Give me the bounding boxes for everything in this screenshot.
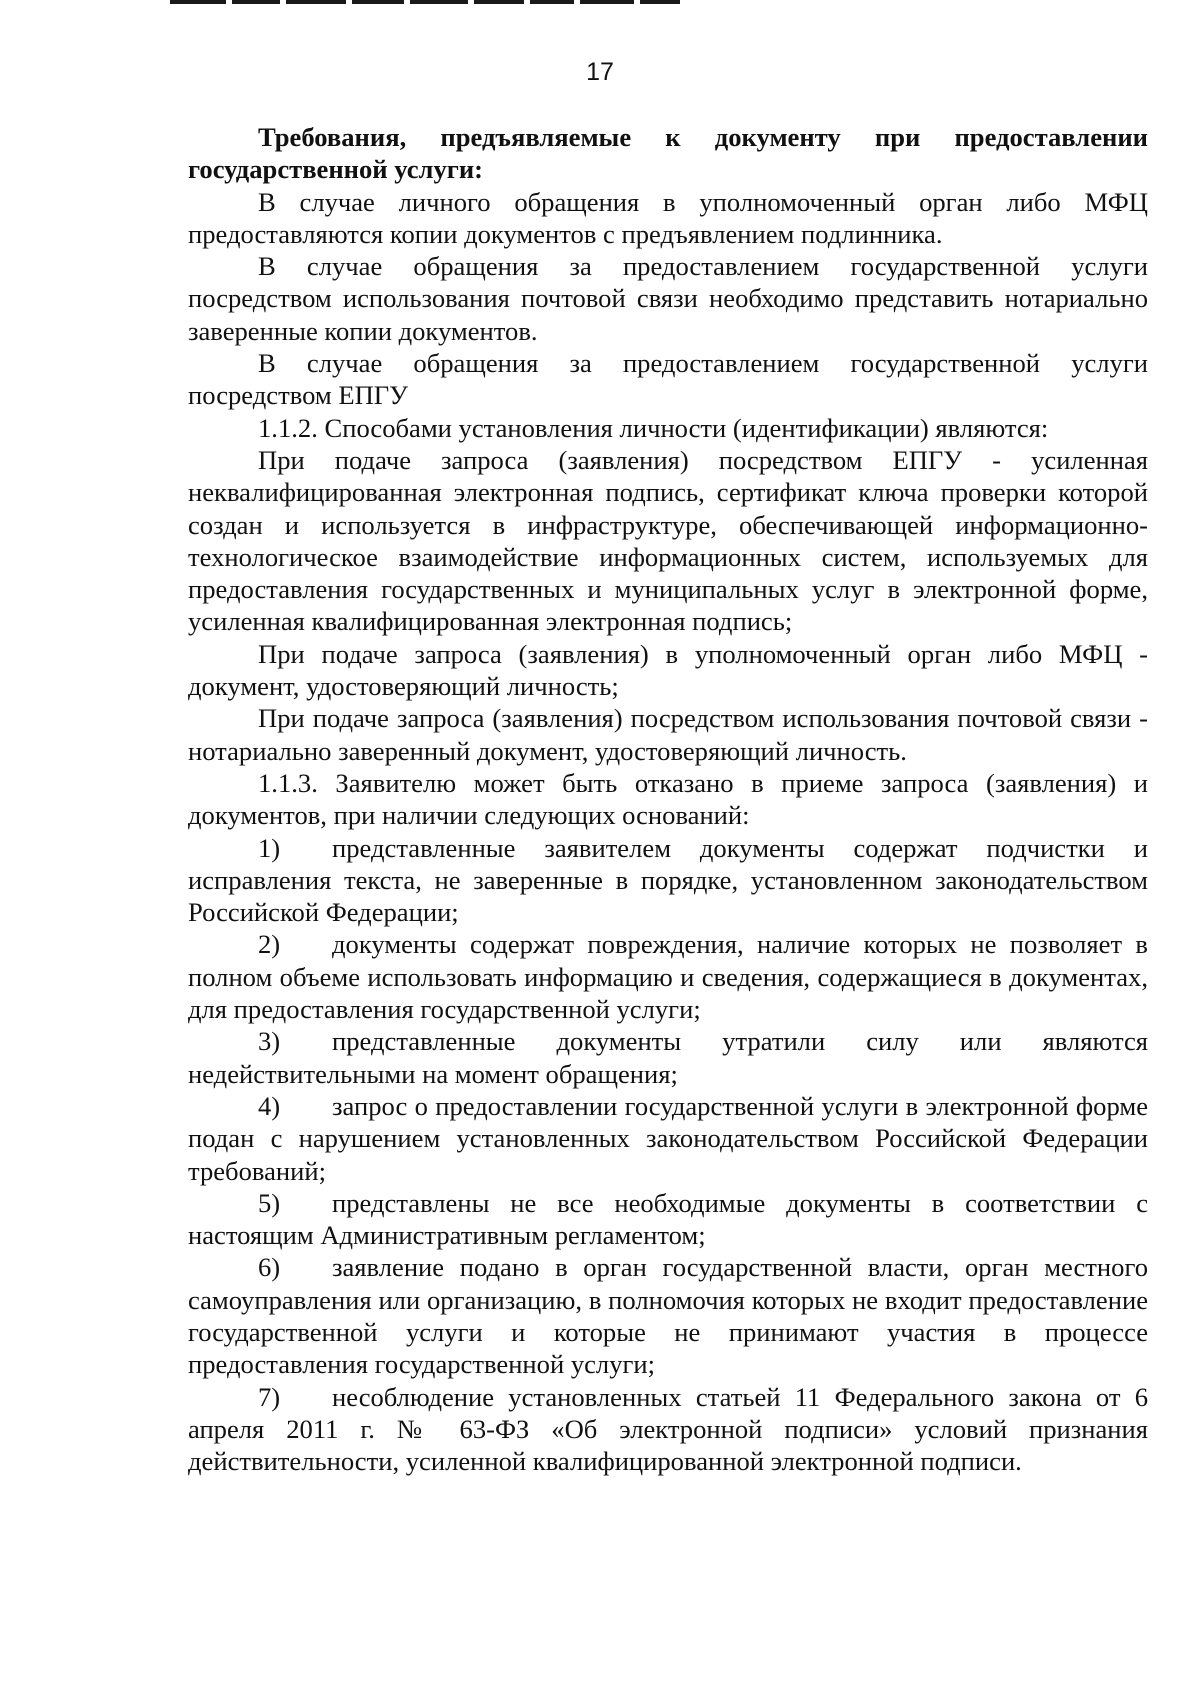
list-item-text: представленные заявителем документы содержат подчистки и исправления текста, не заверенные в порядке, установленном законодательством Российской Федерации; [188,832,1148,928]
page-number: 17 [586,58,614,86]
list-item-number: 6) [258,1252,281,1283]
list-item-number: 7) [258,1381,281,1412]
list-item-number: 3) [258,1026,281,1057]
list-item-text: представленные документы утратили силу или являются недействительными на момент обращения; [188,1026,1148,1089]
list-item-text: несоблюдение установленных статьей 11 Федерального закона от 6 апреля 2011 г. № 63-ФЗ «Об электронной подписи» условий признания действительности, усиленной квалифицированной электронной подписи. [188,1381,1148,1477]
section-1-1-2: 1.1.2. Способами установления личности (идентификации) являются: [258,412,1049,443]
list-item [188,1251,1148,1380]
list-item [188,928,1148,1025]
list-item-number: 5) [258,1187,281,1218]
section-1-1-3: 1.1.3. Заявителю может быть отказано в приеме запроса (заявления) и документов, при наличии следующих оснований: [188,767,1148,831]
list-item-text: заявление подано в орган государственной власти, орган местного самоуправления или организацию, в полномочия которых не входит предоставление государственной услуги и которые не принимают участия в процессе предоставления государственной услуги; [188,1252,1148,1380]
paragraph-epgu: В случае обращения за предоставлением государственной услуги посредством ЕПГУ [188,348,1148,411]
list-item-number: 2) [258,929,281,960]
list-item [188,832,1148,929]
list-item-number: 1) [258,832,281,863]
list-item [188,1090,1148,1187]
paragraph-epgu-signature: При подаче запроса (заявления) посредством ЕПГУ - усиленная неквалифицированная электронная подпись, сертификат ключа проверки которой создан и используется в инфраструктуре, обеспечивающей информационно-технологическое взаимодействие информационных систем, используемых для предоставления государственных и муниципальных услуг в электронной форме, усиленная квалифицированная электронная подпись; [188,444,1148,637]
paragraph-personal-visit: В случае личного обращения в уполномоченный орган либо МФЦ предоставляются копии документов с предъявлением подлинника. [188,186,1148,249]
requirements-heading: Требования, предъявляемые к документу при предоставлении государственной услуги: [188,122,1148,185]
scan-edge-marks [170,0,810,4]
paragraph-mfc-document: При подаче запроса (заявления) в уполномоченный орган либо МФЦ - документ, удостоверяющий личность; [188,638,1148,702]
list-item [188,1187,1148,1252]
list-item-text: представлены не все необходимые документы в соответствии с настоящим Административным регламентом; [188,1187,1148,1251]
list-item-number: 4) [258,1090,281,1121]
list-item-text: запрос о предоставлении государственной услуги в электронной форме подан с нарушением установленных законодательством Российской Федерации требований; [188,1090,1148,1186]
list-item [188,1025,1148,1090]
paragraph-postal: В случае обращения за предоставлением государственной услуги посредством использования почтовой связи необходимо представить нотариально заверенные копии документов. [188,251,1148,346]
document-body [188,121,1148,1477]
paragraph-postal-document: При подаче запроса (заявления) посредством использования почтовой связи - нотариально заверенный документ, удостоверяющий личность. [188,703,1148,766]
list-item-text: документы содержат повреждения, наличие которых не позволяет в полном объеме использовать информацию и сведения, содержащиеся в документах, для предоставления государственной услуги; [188,929,1148,1025]
list-item [188,1381,1148,1478]
